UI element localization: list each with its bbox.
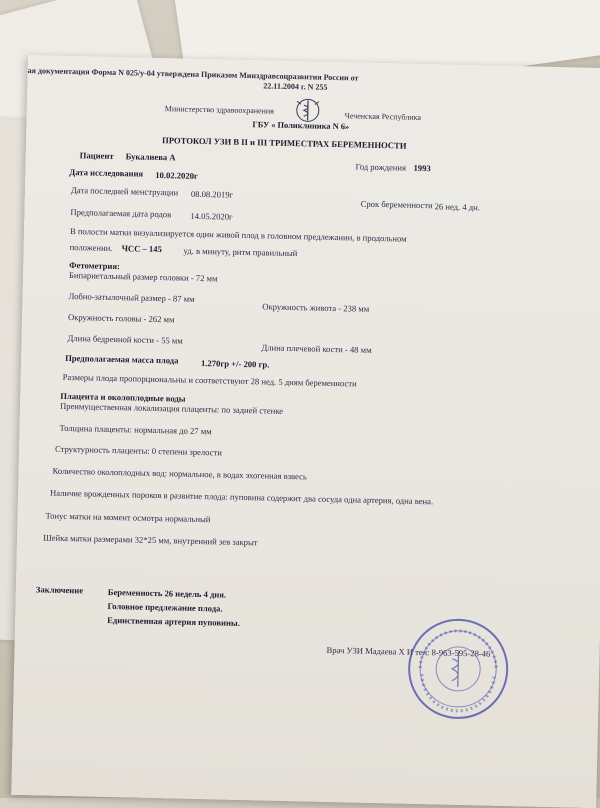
heart-rate-detail: уд. в минуту, ритм правильный [183,247,297,259]
uterine-tone: Тонус матки на момент осмотра нормальный [45,512,210,525]
protocol-title: ПРОТОКОЛ УЗИ В II и III ТРИМЕСТРАХ БЕРЕМЕННОСТИ [162,136,407,151]
ofd-measurement: Лобно-затылочный размер - 87 мм [68,292,194,304]
edd-value: 14.05.2020г [190,212,232,222]
form-reference-date: 22.11.2004 г. N 255 [263,82,327,92]
efw-value: 1.270гр +/- 200 гр. [201,359,270,370]
ministry-name: Министерство здравоохранения [165,105,274,116]
uterus-description: В полости матки визуализируется один живой плод в головном предлежании, в продольном [70,227,407,244]
exam-date-label: Дата исследования [69,168,143,179]
bpd-measurement: Бипариетальный размер головки - 72 мм [69,271,218,284]
term-value: 26 нед. 4 дн. [435,202,480,212]
fl-measurement: Длина бедренной кости - 55 мм [67,334,182,346]
medical-emblem-icon [295,97,322,124]
conclusion-line-2: Головное предлежание плода. [107,602,222,614]
hc-measurement: Окружность головы - 262 мм [68,313,175,325]
hl-measurement: Длина плечевой кости - 48 мм [261,343,371,355]
lmp-label: Дата последней менструации [71,186,178,198]
efw-label: Предполагаемая масса плода [65,354,179,366]
birth-year-label: Год рождения [355,162,406,173]
fetometry-title: Фетометрия: [69,261,120,272]
ac-measurement: Окружность живота - 238 мм [262,302,369,314]
birth-year-value: 1993 [413,164,430,174]
cervix: Шейка матки размерами 32*25 мм, внутренний зев закрыт [43,533,258,547]
exam-date-value: 10.02.2020г [155,171,198,181]
proportion-text: Размеры плода пропорциональны и соответствуют 28 нед. 5 дням беременности [63,373,357,389]
clinic-name: ГБУ « Поликлиника N 6» [252,120,349,131]
conclusion-line-1: Беременность 26 недель 4 дня. [108,588,226,600]
doctor-signature: Врач УЗИ Мадаева Х И тел: 8-963-595-28-46 [326,646,490,659]
conclusion-label: Заключение [36,585,83,596]
lmp-value: 08.08.2019г [191,190,233,200]
position-label: положении. [70,243,113,253]
form-reference-line: ая документация Форма N 025/у-04 утверждена Приказом Минздравсоцразвития России от [28,67,359,83]
conclusion-line-3: Единственная артерия пуповины. [107,616,240,628]
patient-label: Пациент [80,151,114,161]
placenta-location: Преимущественная локализация плаценты: по задней стенке [60,402,283,417]
republic-name: Чеченская Республика [345,112,421,123]
round-stamp [405,616,511,722]
amniotic-fluid: Количество околоплодных вод: нормальное, в водах эхогенная взвесь [52,467,307,482]
patient-name: Букалиева А [126,152,176,163]
heart-rate: ЧСС – 145 [122,244,162,254]
placenta-title: Плацента и околоплодные воды [60,392,185,404]
placenta-structure: Структурность плаценты: 0 степени зрелости [55,445,222,458]
placenta-thickness: Толщина плаценты: нормальная до 27 мм [59,424,211,437]
edd-label: Предполагаемая дата родов [70,208,171,220]
ultrasound-protocol-document [11,55,600,808]
congenital-anomalies: Наличие врожденных пороков в развитие плода: пуповина содержит два сосуда одна артерия, одна вена. [50,489,433,507]
term-label: Срок беременности [361,200,433,211]
